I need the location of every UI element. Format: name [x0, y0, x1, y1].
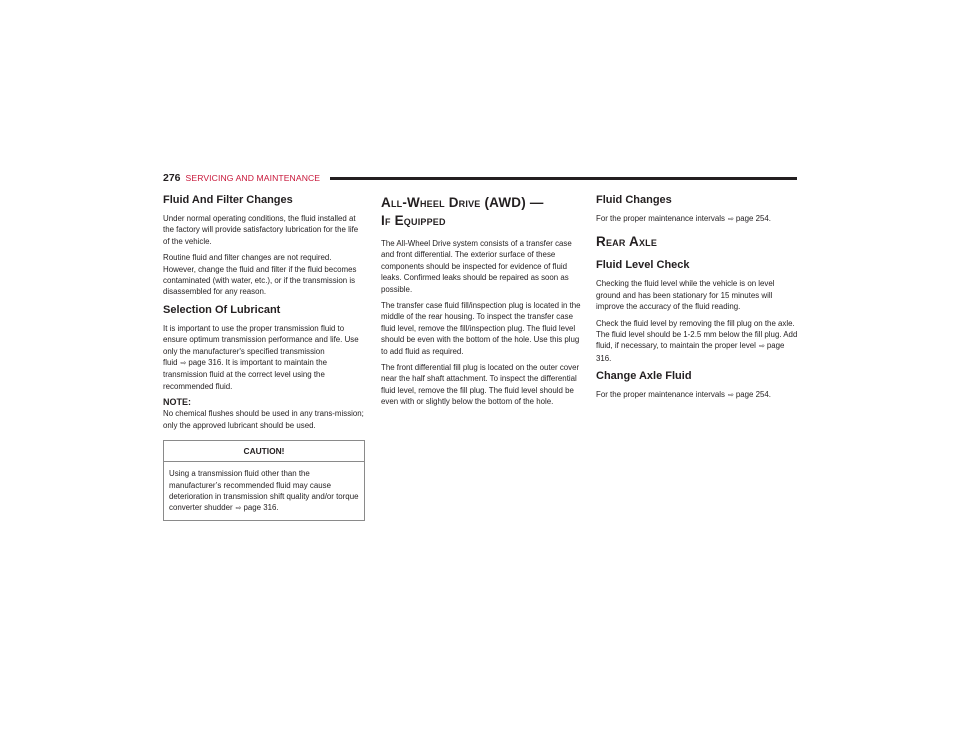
text-span: . It is important to maintain the transmission fluid at the correct level using the recommended fluid. [163, 358, 327, 391]
page-ref-link[interactable]: page 254 [735, 214, 769, 223]
page-ref-link[interactable]: page 254 [735, 390, 769, 400]
paragraph: Routine fluid and filter changes are not required. However, change the fluid and filter if the fluid becomes contaminated (with water, etc.), or if the transmission is disassembled for any reason. [163, 253, 357, 297]
paragraph [163, 323, 365, 392]
section-title: SERVICING AND MAINTENANCE [185, 173, 321, 183]
header-rule [330, 177, 797, 180]
heading-change-axle-fluid: Change Axle Fluid [596, 370, 692, 383]
column-middle [381, 194, 583, 413]
paragraph: The transfer case fluid fill/inspection plug is located in the middle of the rear housing. To inspect the transfer case fluid level, remove the fill/inspection plug. The fluid level should be even with the bottom of the hole. Use this plug to add fluid as required. [381, 301, 581, 356]
column-left [163, 194, 365, 521]
text-span: . [276, 503, 279, 513]
caution-text [169, 468, 359, 515]
paragraph: The front differential fill plug is located on the outer cover near the half shaft attachment. To inspect the differential fluid level, remove the fill plug. The fluid level should be even with or slightly below the bottom of the hole. [381, 363, 580, 407]
column-right [596, 194, 798, 407]
heading-line: All-Wheel Drive (AWD) — [381, 195, 544, 210]
page-ref-link[interactable]: page 316 [596, 341, 785, 363]
caution-box [163, 440, 365, 521]
paragraph [596, 318, 798, 365]
caution-body [164, 462, 364, 520]
text-span: . [609, 353, 612, 363]
text-span: . [768, 214, 771, 223]
text-span: Check the fluid level by removing the fill plug on the axle. The fluid level should be 1-2.5 mm below the fill plug. Add fluid, if necessary, to maintain the proper level [596, 318, 798, 351]
text-span: It is important to use the proper transmission fluid to ensure optimum transmission performance and life. Use only the manufacturer's specified transmission fluid [163, 323, 359, 368]
paragraph [596, 213, 798, 225]
paragraph [596, 389, 798, 401]
text-span: . [768, 390, 771, 400]
heading-fluid-changes: Fluid Changes [596, 194, 672, 206]
page-ref-link[interactable]: page 316 [243, 503, 277, 513]
arrow-right-icon: ⇨ [180, 360, 187, 368]
heading-awd [381, 194, 583, 230]
paragraph: Under normal operating conditions, the fluid installed at the factory will provide satisfactory lubrication for the life of the vehicle. [163, 214, 359, 246]
heading-selection-of-lubricant: Selection Of Lubricant [163, 303, 281, 316]
arrow-right-icon: ⇨ [727, 216, 734, 223]
heading-fluid-level-check: Fluid Level Check [596, 259, 690, 272]
paragraph: The All-Wheel Drive system consists of a transfer case and front differential. The exterior surface of these components should be inspected for evidence of fluid leaks. Confirmed leaks should be repaired as soon as possible. [381, 239, 572, 294]
heading-line: If Equipped [381, 213, 446, 228]
page-header [163, 170, 797, 186]
paragraph: Checking the fluid level while the vehicle is on level ground and has been stationary for 15 minutes will improve the accuracy of the fluid reading. [596, 279, 775, 312]
arrow-right-icon: ⇨ [758, 343, 765, 351]
page-number: 276 [163, 172, 181, 184]
caution-title: CAUTION! [164, 441, 364, 462]
note-text: No chemical flushes should be used in any trans-mission; only the approved lubricant should be used. [163, 409, 364, 430]
page-ref-link[interactable]: page 316 [188, 358, 222, 368]
arrow-right-icon: ⇨ [727, 392, 734, 400]
note-label: NOTE: [163, 397, 191, 408]
arrow-right-icon: ⇨ [235, 505, 242, 513]
heading-fluid-filter-changes: Fluid And Filter Changes [163, 194, 293, 206]
text-span: For the proper maintenance intervals [596, 390, 725, 400]
text-span: For the proper maintenance intervals [596, 214, 725, 223]
text-span: Using a transmission fluid other than the manufacturer’s recommended fluid may cause deterioration in transmission shift quality and/or torque converter shudder [169, 469, 359, 513]
heading-rear-axle: Rear Axle [596, 234, 658, 250]
